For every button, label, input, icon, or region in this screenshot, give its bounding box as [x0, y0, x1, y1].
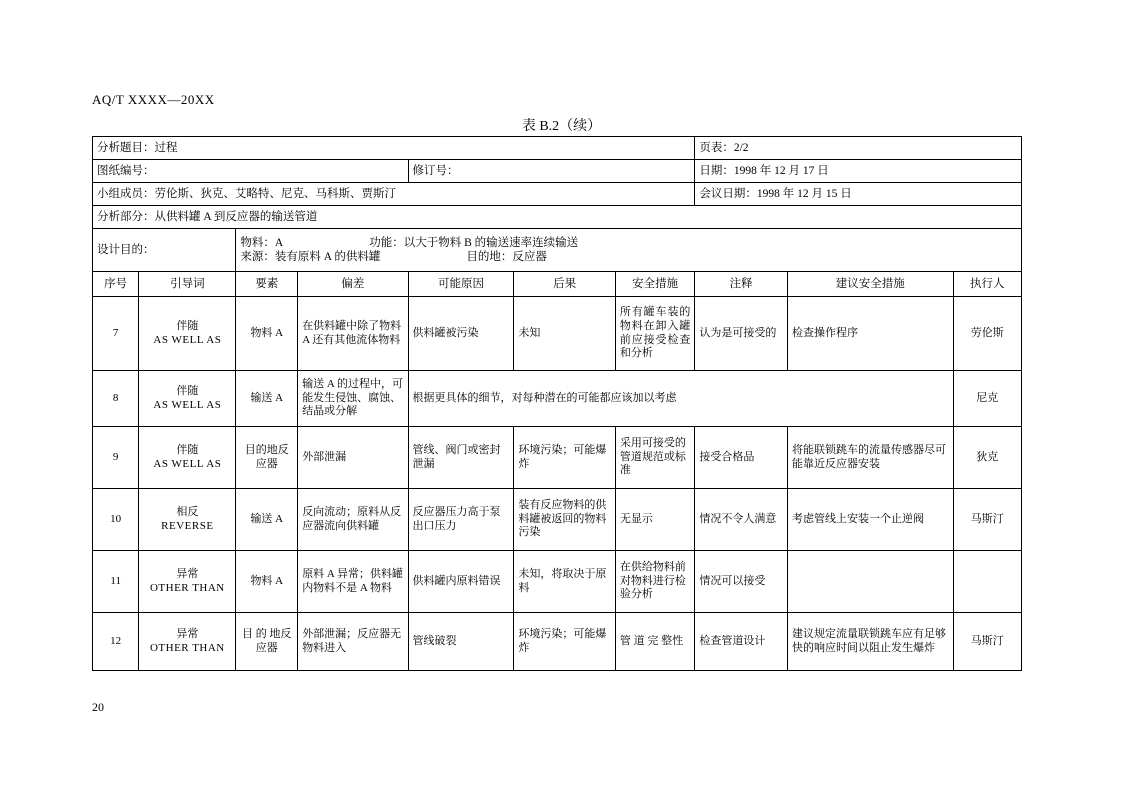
table-row: [93, 489, 1022, 551]
cell-merged-note: 根据更具体的细节，对每种潜在的可能都应该加以考虑: [408, 371, 953, 427]
guideword-en: OTHER THAN: [149, 581, 225, 594]
cell-element: 输送 A: [236, 371, 298, 427]
cell-owner: 尼克: [953, 371, 1022, 427]
cell-cause: 供料罐被污染: [408, 297, 514, 371]
guideword-en: AS WELL AS: [153, 457, 222, 470]
meta-row-section: [93, 206, 1022, 229]
cell-no: 12: [93, 613, 139, 671]
cell-no: 7: [93, 297, 139, 371]
cell-consequence: 未知，将取决于原料: [514, 551, 615, 613]
cell-safeguard: 在供给物料前对物料进行检验分析: [615, 551, 694, 613]
guideword-cn: 异常: [176, 567, 199, 580]
meta-drawing-no-label: 图纸编号：: [97, 164, 155, 177]
cell-remark: 认为是可接受的: [695, 297, 788, 371]
standard-header: AQ/T XXXX—20XX: [92, 92, 215, 107]
guideword-cn: 伴随: [176, 319, 199, 332]
hazop-worksheet-table: [92, 136, 1022, 671]
meta-meeting-date-value: 1998 年 12 月 15 日: [756, 187, 852, 200]
cell-guideword: [139, 371, 236, 427]
meta-date-label: 日期：: [699, 164, 734, 177]
purpose-material: 物料：A: [240, 236, 284, 249]
cell-safeguard: 无显示: [615, 489, 694, 551]
cell-cause: 管线破裂: [408, 613, 514, 671]
purpose-function: 功能：以大于物料 B 的输送速率连续输送: [369, 236, 579, 249]
header-no: 序号: [93, 272, 139, 297]
cell-element: 物料 A: [236, 551, 298, 613]
table-row: [93, 551, 1022, 613]
cell-recommendation: 考虑管线上安装一个止逆阀: [788, 489, 953, 551]
guideword-cn: 异常: [176, 627, 199, 640]
design-purpose-label: 设计目的：: [93, 229, 236, 272]
cell-no: 8: [93, 371, 139, 427]
cell-guideword: [139, 551, 236, 613]
table-row: [93, 297, 1022, 371]
cell-cause: 管线、阀门或密封泄漏: [408, 427, 514, 489]
meta-analysis-title-value: 过程: [154, 141, 178, 154]
cell-deviation: 外部泄漏；反应器无物料进入: [298, 613, 408, 671]
design-purpose-row: [93, 229, 1022, 272]
guideword-en: AS WELL AS: [153, 398, 222, 411]
header-safeguard: 安全措施: [615, 272, 694, 297]
meta-drawing-no: [93, 160, 409, 183]
cell-safeguard: 所有罐车装的物料在卸入罐前应接受检查和分析: [615, 297, 694, 371]
meta-section-label: 分析部分：: [97, 210, 155, 223]
column-header-row: [93, 272, 1022, 297]
cell-consequence: 装有反应物料的供料罐被返回的物料污染: [514, 489, 615, 551]
cell-owner: [953, 551, 1022, 613]
header-guideword: 引导词: [139, 272, 236, 297]
meta-row-team: [93, 183, 1022, 206]
cell-no: 9: [93, 427, 139, 489]
page-number: 20: [92, 700, 104, 714]
guideword-en: OTHER THAN: [149, 641, 225, 654]
cell-deviation: 外部泄漏: [298, 427, 408, 489]
meta-team-value: 劳伦斯、狄克、艾略特、尼克、马科斯、贾斯汀: [154, 187, 396, 200]
meta-row-drawing: [93, 160, 1022, 183]
cell-element: 目的地反应器: [236, 427, 298, 489]
guideword-cn: 伴随: [176, 443, 199, 456]
header-recommendation: 建议安全措施: [788, 272, 953, 297]
cell-remark: 情况可以接受: [695, 551, 788, 613]
meta-team: [93, 183, 695, 206]
cell-consequence: 环境污染；可能爆炸: [514, 427, 615, 489]
cell-guideword: [139, 489, 236, 551]
meta-revision-no: [408, 160, 695, 183]
cell-deviation: 在供料罐中除了物料 A 还有其他流体物料: [298, 297, 408, 371]
purpose-destination: 目的地：反应器: [466, 251, 547, 263]
header-cause: 可能原因: [408, 272, 514, 297]
meta-meeting-date: [695, 183, 1022, 206]
purpose-source: 来源：装有原料 A 的供料罐: [240, 251, 381, 263]
meta-section: [93, 206, 1022, 229]
design-purpose-content: [236, 229, 1022, 272]
meta-page-value: 2/2: [733, 141, 749, 154]
cell-no: 10: [93, 489, 139, 551]
header-owner: 执行人: [953, 272, 1022, 297]
table-row: [93, 371, 1022, 427]
cell-element: 目 的 地反应器: [236, 613, 298, 671]
table-row: [93, 427, 1022, 489]
meta-page-label: 页表：: [699, 141, 734, 154]
cell-recommendation: 检查操作程序: [788, 297, 953, 371]
cell-owner: 马斯汀: [953, 489, 1022, 551]
header-consequence: 后果: [514, 272, 615, 297]
table-row: [93, 613, 1022, 671]
cell-guideword: [139, 613, 236, 671]
cell-owner: 狄克: [953, 427, 1022, 489]
cell-consequence: 未知: [514, 297, 615, 371]
cell-remark: 接受合格品: [695, 427, 788, 489]
cell-safeguard: 管 道 完 整性: [615, 613, 694, 671]
cell-guideword: [139, 427, 236, 489]
guideword-en: REVERSE: [161, 519, 214, 532]
guideword-cn: 伴随: [176, 384, 199, 397]
cell-consequence: 环境污染；可能爆炸: [514, 613, 615, 671]
cell-cause: 反应器压力高于泵出口压力: [408, 489, 514, 551]
meta-section-value: 从供料罐 A 到反应器的输送管道: [154, 210, 318, 223]
cell-element: 物料 A: [236, 297, 298, 371]
cell-no: 11: [93, 551, 139, 613]
guideword-en: AS WELL AS: [153, 333, 222, 346]
meta-meeting-date-label: 会议日期：: [699, 187, 757, 200]
meta-team-label: 小组成员：: [97, 187, 155, 200]
cell-recommendation: 将能联锁跳车的流量传感器尽可能靠近反应器安装: [788, 427, 953, 489]
cell-owner: 劳伦斯: [953, 297, 1022, 371]
cell-safeguard: 采用可接受的管道规范或标准: [615, 427, 694, 489]
cell-guideword: [139, 297, 236, 371]
cell-owner: 马斯汀: [953, 613, 1022, 671]
cell-cause: 供料罐内原料错误: [408, 551, 514, 613]
cell-recommendation: 建议规定流量联锁跳车应有足够快的响应时间以阻止发生爆炸: [788, 613, 953, 671]
meta-date-value: 1998 年 12 月 17 日: [733, 164, 829, 177]
meta-row-analysis-title: [93, 137, 1022, 160]
guideword-cn: 相反: [176, 505, 199, 518]
cell-deviation: 反向流动；原料从反应器流向供料罐: [298, 489, 408, 551]
meta-analysis-title: [93, 137, 695, 160]
cell-deviation: 输送 A 的过程中，可能发生侵蚀、腐蚀、结晶或分解: [298, 371, 408, 427]
cell-element: 输送 A: [236, 489, 298, 551]
meta-analysis-title-label: 分析题目：: [97, 141, 155, 154]
table-title: 表 B.2（续）: [521, 119, 602, 134]
header-element: 要素: [236, 272, 298, 297]
meta-date: [695, 160, 1022, 183]
cell-deviation: 原料 A 异常；供料罐内物料不是 A 物料: [298, 551, 408, 613]
header-deviation: 偏差: [298, 272, 408, 297]
cell-remark: 检查管道设计: [695, 613, 788, 671]
meta-revision-no-label: 修订号：: [412, 164, 459, 177]
cell-remark: 情况不令人满意: [695, 489, 788, 551]
header-remark: 注释: [695, 272, 788, 297]
meta-page: [695, 137, 1022, 160]
cell-recommendation: [788, 551, 953, 613]
